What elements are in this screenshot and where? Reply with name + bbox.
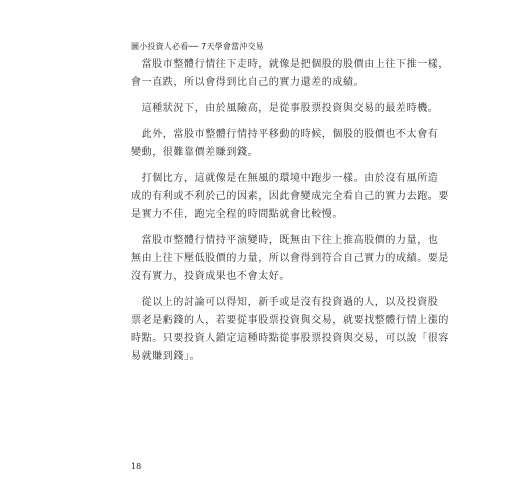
paragraph xyxy=(131,232,449,286)
page-number: 18 xyxy=(131,462,142,471)
text-line: 從以上的討論可以得知，新手或是沒有投資過的人，以及投資股 xyxy=(131,297,439,308)
text-line: 成的有利或不利於己的因素，因此會變成完全看自己的實力去跑。要 xyxy=(131,191,449,202)
text-line: 這種狀況下，由於風險高，是從事股票投資與交易的最差時機。 xyxy=(131,103,439,114)
text-line: 會一直跌，所以會得到比自己的實力還差的成績。 xyxy=(131,77,365,88)
text-line: 打個比方，這就像是在無風的環境中跑步一樣。由於沒有風所造 xyxy=(131,173,439,184)
text-line: 無由上往下壓低股價的力量，所以會得到符合自己實力的成績。要是 xyxy=(131,253,449,264)
text-line: 票老是虧錢的人，若要從事股票投資與交易，就要找整體行情上漲的 xyxy=(131,315,449,326)
text-line: 易就賺到錢」。 xyxy=(131,351,201,362)
text-line: 是實力不佳，跑完全程的時間點就會比較慢。 xyxy=(131,209,343,220)
running-header: 圖小投資人必看── 7天學會當沖交易 xyxy=(131,42,264,51)
text-line: 沒有實力，投資成果也不會太好。 xyxy=(131,271,290,282)
text-line: 當股市整體行情往下走時，就像是把個股的股價由上往下推一樣， xyxy=(131,59,449,70)
text-line: 此外，當股市整體行情持平移動的時候，個股的股價也不太會有 xyxy=(131,129,439,140)
paragraph xyxy=(131,126,439,162)
paragraph xyxy=(131,100,439,118)
body-text xyxy=(131,56,449,366)
text-line: 變動，很難靠價差賺到錢。 xyxy=(131,147,259,158)
text-line: 當股市整體行情持平演變時，既無由下往上推高股價的力量，也 xyxy=(131,235,439,246)
paragraph xyxy=(131,170,449,224)
paragraph xyxy=(131,294,449,366)
paragraph xyxy=(131,56,449,92)
text-line: 時點。只要投資人鎖定這種時點從事股票投資與交易，可以說「很容 xyxy=(131,333,449,344)
